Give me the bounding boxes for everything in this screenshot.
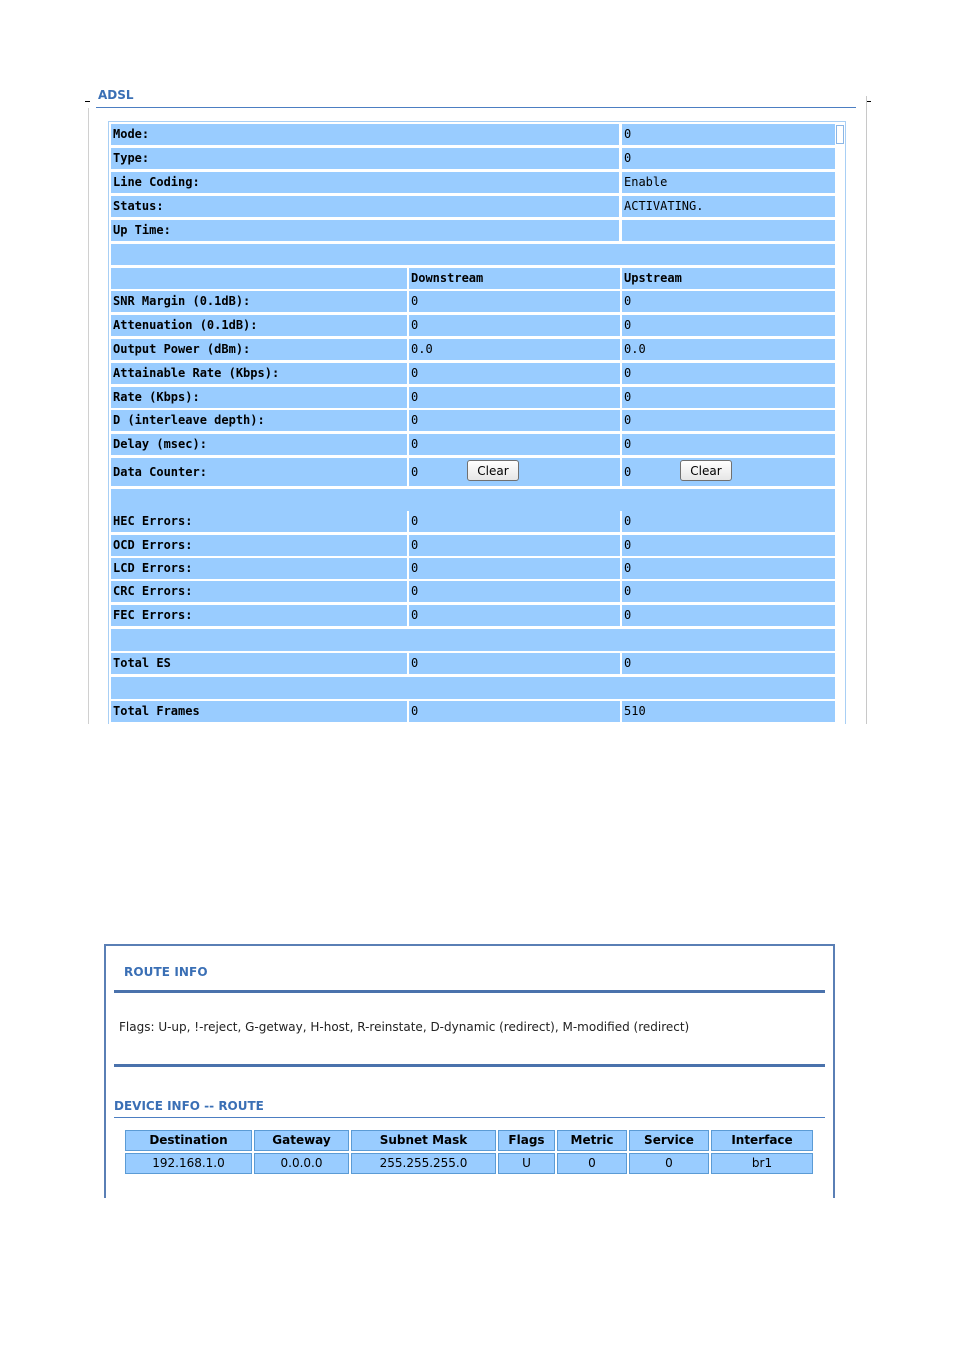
upstream-counter-value: 0 [624,465,632,479]
cell-flags: U [498,1153,555,1174]
row-value [622,220,835,241]
title-divider [114,990,825,993]
row-label: CRC Errors: [111,581,407,602]
table-row [111,124,835,145]
upstream-value: 0 [622,363,835,384]
table-row [111,558,835,579]
table-row [111,653,835,674]
upstream-value: 0 [622,434,835,455]
route-info-panel [104,944,835,1198]
downstream-value: 0 [409,410,620,431]
upstream-value: 0 [622,387,835,408]
upstream-value: 510 [622,701,835,722]
downstream-value: 0 [409,511,620,532]
table-row [111,315,835,336]
row-label: Rate (Kbps): [111,387,407,408]
col-header-gateway: Gateway [254,1130,349,1151]
adsl-title-divider [96,107,856,108]
adsl-table [108,121,846,724]
table-row [111,605,835,626]
row-label: Total Frames [111,701,407,722]
col-header-service: Service [629,1130,709,1151]
row-label: OCD Errors: [111,535,407,556]
downstream-value: 0 [409,605,620,626]
downstream-value: 0 [409,387,620,408]
spacer-row [111,489,835,511]
cell-destination: 192.168.1.0 [125,1153,252,1174]
upstream-value: 0 [622,511,835,532]
upstream-value: 0 [622,653,835,674]
header-downstream: Downstream [409,268,620,289]
row-label: SNR Margin (0.1dB): [111,291,407,312]
col-header-interface: Interface [711,1130,813,1151]
col-header-destination: Destination [125,1130,252,1151]
upstream-counter [622,458,835,486]
row-label: Type: [111,148,619,169]
downstream-value: 0 [409,558,620,579]
downstream-value: 0 [409,291,620,312]
spacer-cell [111,489,835,511]
col-header-flags: Flags [498,1130,555,1151]
cell-metric: 0 [557,1153,627,1174]
flags-legend: Flags: U-up, !-reject, G-getway, H-host, R-reinstate, D-dynamic (redirect), M-modified (redirect) [119,1020,690,1034]
table-row [111,363,835,384]
table-row [111,511,835,532]
row-label: Up Time: [111,220,619,241]
table-row [111,196,835,217]
column-header-row [111,268,835,289]
row-value: 0 [622,148,835,169]
table-row [111,387,835,408]
cell-subnet-mask: 255.255.255.0 [351,1153,496,1174]
table-row [111,339,835,360]
row-label: Attainable Rate (Kbps): [111,363,407,384]
row-label: Attenuation (0.1dB): [111,315,407,336]
downstream-counter [409,458,620,486]
spacer-cell [111,677,835,699]
downstream-counter-value: 0 [411,465,419,479]
cell-interface: br1 [711,1153,813,1174]
header-blank [111,268,407,289]
table-row [111,434,835,455]
spacer-row [111,677,835,699]
spacer-row [111,629,835,651]
row-label: Line Coding: [111,172,619,193]
row-label: HEC Errors: [111,511,407,532]
row-label: LCD Errors: [111,558,407,579]
row-label: Data Counter: [111,458,407,486]
clear-downstream-button[interactable]: Clear [467,460,519,481]
table-row [111,410,835,431]
downstream-value: 0 [409,535,620,556]
spacer-cell [111,244,835,265]
downstream-value: 0.0 [409,339,620,360]
upstream-value: 0 [622,558,835,579]
panel-border-right [866,96,867,724]
cell-service: 0 [629,1153,709,1174]
row-label: Mode: [111,124,619,145]
device-route-divider [114,1117,825,1118]
table-row [111,172,835,193]
cell-gateway: 0.0.0.0 [254,1153,349,1174]
route-table [125,1130,815,1178]
row-label: D (interleave depth): [111,410,407,431]
row-value: Enable [622,172,835,193]
table-row [111,148,835,169]
upstream-value: 0 [622,535,835,556]
panel-tick-left [85,101,90,102]
spacer-cell [111,629,835,651]
scrollbar[interactable] [836,125,844,144]
table-row [111,581,835,602]
row-label: Total ES [111,653,407,674]
row-label: Output Power (dBm): [111,339,407,360]
upstream-value: 0.0 [622,339,835,360]
upstream-value: 0 [622,315,835,336]
upstream-value: 0 [622,605,835,626]
table-row [111,701,835,722]
downstream-value: 0 [409,581,620,602]
downstream-value: 0 [409,701,620,722]
table-row [111,220,835,241]
row-value: 0 [622,124,835,145]
device-route-title: DEVICE INFO -- ROUTE [114,1099,264,1113]
row-value: ACTIVATING. [622,196,835,217]
route-info-title: ROUTE INFO [124,965,208,979]
upstream-value: 0 [622,410,835,431]
table-row [111,291,835,312]
clear-upstream-button[interactable]: Clear [680,460,732,481]
adsl-panel [88,84,867,724]
row-label: Status: [111,196,619,217]
table-row [111,535,835,556]
col-header-subnet-mask: Subnet Mask [351,1130,496,1151]
data-counter-row [111,458,835,486]
spacer-row [111,244,835,265]
row-label: FEC Errors: [111,605,407,626]
downstream-value: 0 [409,653,620,674]
adsl-title: ADSL [98,88,134,102]
downstream-value: 0 [409,434,620,455]
col-header-metric: Metric [557,1130,627,1151]
header-upstream: Upstream [622,268,835,289]
downstream-value: 0 [409,363,620,384]
panel-border-left [88,108,89,724]
upstream-value: 0 [622,291,835,312]
upstream-value: 0 [622,581,835,602]
row-label: Delay (msec): [111,434,407,455]
section-divider [114,1064,825,1067]
downstream-value: 0 [409,315,620,336]
